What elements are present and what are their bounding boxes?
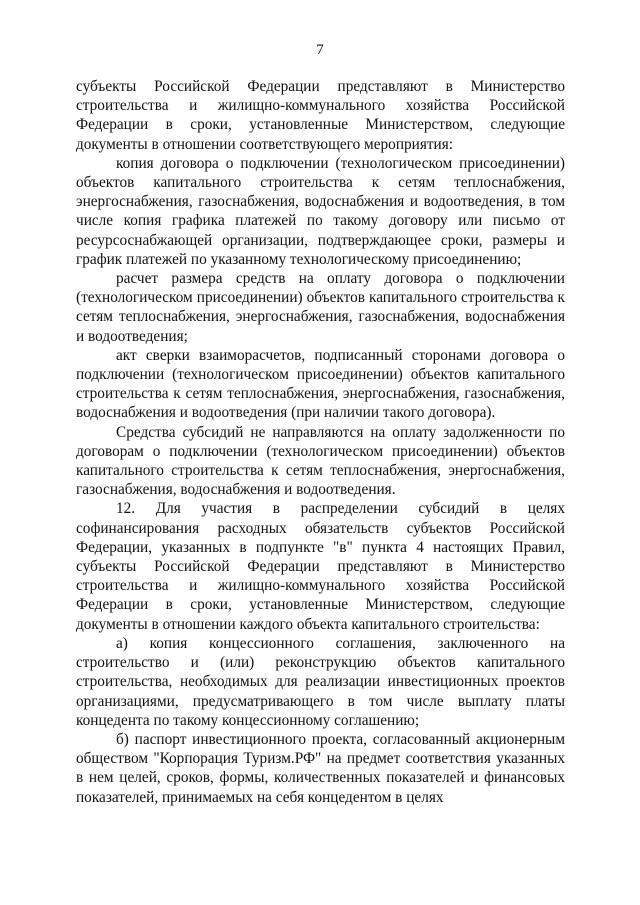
paragraph-item-12a: а) копия концессионного соглашения, заключенного на строительство и (или) реконструкцию объектов капитального строительства, необходимых для реализации инвестиционных проектов организациями, предусматривающего в том числе выплату платы концедента по такому концессионному соглашению;: [76, 634, 565, 729]
page-number: 7: [316, 42, 324, 58]
document-body: [76, 77, 565, 807]
paragraph-contract-copy: копия договора о подключении (технологическом присоединении) объектов капитального строительства к сетям теплоснабжения, энергоснабжения, газоснабжения, водоснабжения и водоотведения, в том числе копия графика платежей по такому договору или письмо от ресурсоснабжающей организации, подтверждающее сроки, размеры и график платежей по указанному технологическому присоединению;: [76, 154, 565, 268]
paragraph-reconciliation-act: акт сверки взаиморасчетов, подписанный сторонами договора о подключении (технологическом присоединении) объектов капитального строительства к сетям теплоснабжения, энергоснабжения, газоснабжения, водоснабжения и водоотведения (при наличии такого договора).: [76, 346, 565, 422]
paragraph-item-12: 12. Для участия в распределении субсидий в целях софинансирования расходных обязательств субъектов Российской Федерации, указанных в подпункте "в" пункта 4 настоящих Правил, субъекты Российской Федерации представляют в Министерство строительства и жилищно-коммунального хозяйства Российской Федерации в сроки, установленные Министерством, следующие документы в отношении каждого объекта капитального строительства:: [76, 500, 565, 633]
paragraph-payment-calculation: расчет размера средств на оплату договора о подключении (технологическом присоединении) объектов капитального строительства к сетям теплоснабжения, энергоснабжения, газоснабжения, водоснабжения и водоотведения;: [76, 270, 565, 345]
paragraph-subsidy-restriction: Средства субсидий не направляются на оплату задолженности по договорам о подключении (технологическом присоединении) объектов капитального строительства к сетям теплоснабжения, энергоснабжения, газоснабжения, водоснабжения и водоотведения.: [76, 423, 565, 499]
paragraph-item-12b: б) паспорт инвестиционного проекта, согласованный акционерным обществом "Корпорация Туризм.РФ" на предмет соответствия указанных в нем целей, сроков, формы, количественных показателей и финансовых показателей, принимаемых на себя концедентом в целях: [76, 730, 565, 806]
paragraph-continuation: субъекты Российской Федерации представляют в Министерство строительства и жилищно-коммунального хозяйства Российской Федерации в сроки, установленные Министерством, следующие документы в отношении соответствующего мероприятия:: [76, 78, 565, 153]
